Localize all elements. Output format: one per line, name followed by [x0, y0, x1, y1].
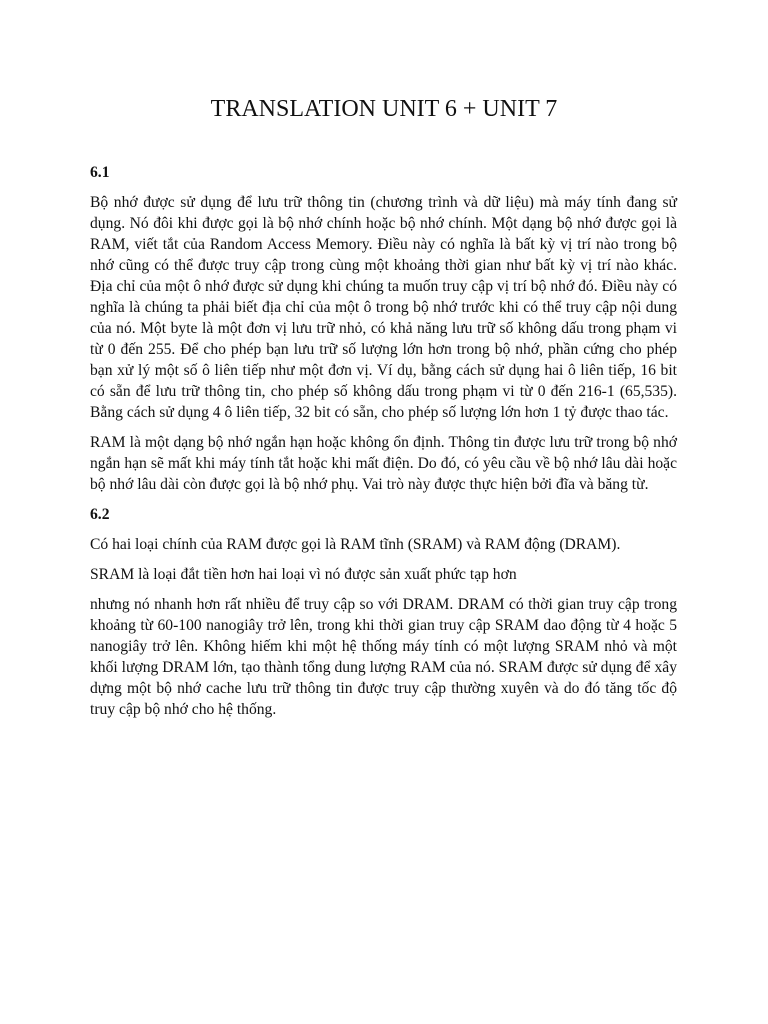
document-body [90, 162, 677, 729]
paragraph: nhưng nó nhanh hơn rất nhiều để truy cập so với DRAM. DRAM có thời gian truy cập trong khoảng từ 60-100 nanogiây trở lên, trong khi thời gian truy cập SRAM dao động từ 4 hoặc 5 nanogiây trở lên. Không hiếm khi một hệ thống máy tính có một lượng SRAM nhỏ và một khối lượng DRAM lớn, tạo thành tổng dung lượng RAM của nó. SRAM được sử dụng để xây dựng một bộ nhớ cache lưu trữ thông tin được truy cập thường xuyên và do đó tăng tốc độ truy cập bộ nhớ cho hệ thống. [90, 596, 677, 718]
paragraph: RAM là một dạng bộ nhớ ngắn hạn hoặc không ổn định. Thông tin được lưu trữ trong bộ nhớ ngắn hạn sẽ mất khi máy tính tắt hoặc khi mất điện. Do đó, có yêu cầu về bộ nhớ lâu dài hoặc bộ nhớ lâu dài còn được gọi là bộ nhớ phụ. Vai trò này được thực hiện bởi đĩa và băng từ. [90, 434, 677, 493]
paragraph: Có hai loại chính của RAM được gọi là RAM tĩnh (SRAM) và RAM động (DRAM). [90, 536, 621, 553]
section-heading: 6.2 [90, 506, 110, 523]
document-title: TRANSLATION UNIT 6 + UNIT 7 [210, 96, 558, 122]
paragraph: Bộ nhớ được sử dụng để lưu trữ thông tin (chương trình và dữ liệu) mà máy tính đang sử dụng. Nó đôi khi được gọi là bộ nhớ chính hoặc bộ nhớ chính. Một dạng bộ nhớ được gọi là RAM, viết tắt của Random Access Memory. Điều này có nghĩa là bất kỳ vị trí nào trong bộ nhớ cũng có thể được truy cập trong cùng một khoảng thời gian như bất kỳ vị trí nào khác. Địa chỉ của một ô nhớ được sử dụng khi chúng ta muốn truy cập vị trí bộ nhớ đó. Điều này có nghĩa là chúng ta phải biết địa chỉ của một ô trong bộ nhớ trước khi có thể truy cập nội dung của nó. Một byte là một đơn vị lưu trữ nhỏ, có khả năng lưu trữ số không dấu trong phạm vi từ 0 đến 255. Để cho phép bạn lưu trữ số lượng lớn hơn trong bộ nhớ, phần cứng cho phép bạn xử lý một số ô liên tiếp như một đơn vị. Ví dụ, bằng cách sử dụng hai ô liên tiếp, 16 bit có sẵn để lưu trữ thông tin, cho phép số không dấu trong phạm vi từ 0 đến 216-1 (65,535). Bằng cách sử dụng 4 ô liên tiếp, 32 bit có sẵn, cho phép số lượng lớn hơn 1 tỷ được thao tác. [90, 194, 677, 421]
section-6-1 [90, 162, 677, 495]
section-heading: 6.1 [90, 164, 110, 181]
section-6-2 [90, 504, 677, 720]
paragraph: SRAM là loại đắt tiền hơn hai loại vì nó được sản xuất phức tạp hơn [90, 566, 517, 583]
